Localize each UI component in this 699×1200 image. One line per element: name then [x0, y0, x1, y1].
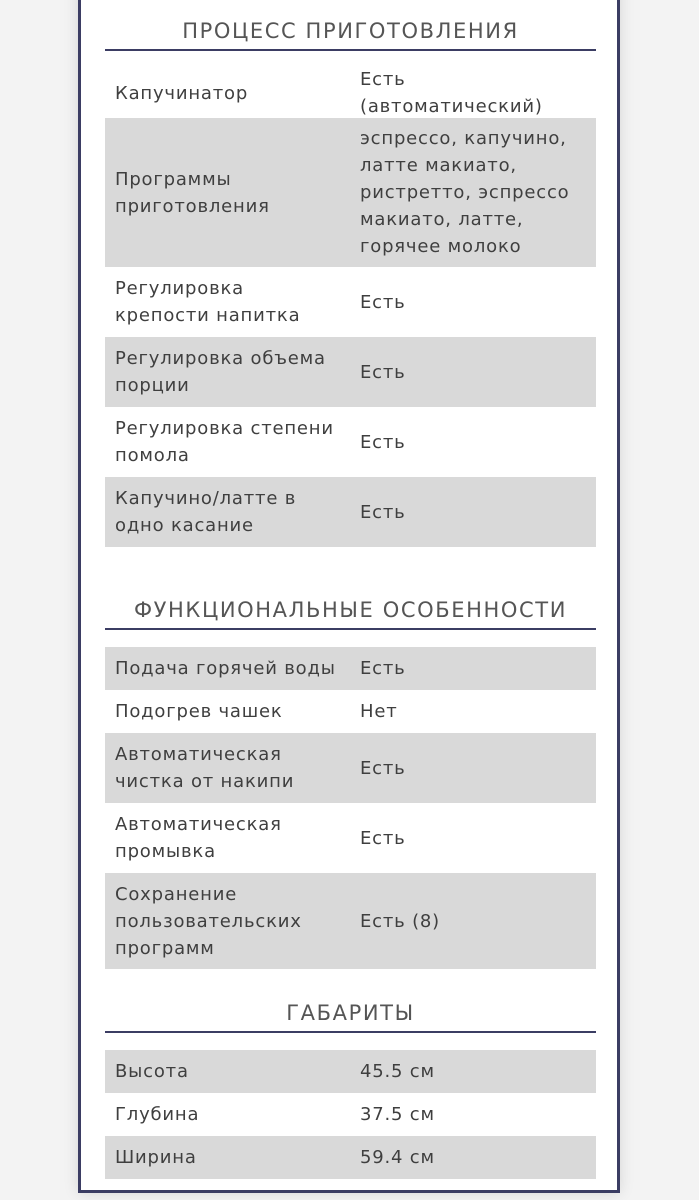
spec-row — [105, 873, 596, 969]
spec-label: Программы приготовления — [115, 168, 270, 217]
spec-label: Автоматическая промывка — [115, 814, 282, 862]
section-title-preparation: ПРОЦЕСС ПРИГОТОВЛЕНИЯ — [182, 19, 519, 43]
spec-row — [105, 118, 596, 267]
spec-label: Автоматическая чистка от накипи — [115, 744, 295, 792]
section-divider — [105, 49, 596, 51]
spec-value: Есть — [360, 501, 406, 523]
spec-row — [105, 267, 596, 337]
spec-sheet — [78, 0, 620, 1193]
spec-value: Есть — [360, 827, 406, 849]
section-title-dimensions: ГАБАРИТЫ — [286, 1001, 415, 1025]
spec-value: Есть — [360, 658, 406, 679]
spec-label: Подогрев чашек — [115, 701, 283, 722]
spec-row — [105, 477, 596, 547]
section-title-features: ФУНКЦИОНАЛЬНЫЕ ОСОБЕННОСТИ — [133, 598, 568, 622]
spec-label: Подача горячей воды — [115, 658, 336, 679]
spec-row — [105, 1050, 596, 1093]
spec-label: Капучино/латте в одно касание — [115, 488, 297, 536]
spec-row — [105, 337, 596, 407]
spec-row — [105, 803, 596, 873]
spec-table-dimensions — [105, 1050, 596, 1179]
spec-value: 59.4 см — [360, 1147, 435, 1168]
section-divider — [105, 1031, 596, 1033]
spec-row — [105, 690, 596, 733]
spec-value: Есть (автоматический) — [360, 69, 543, 117]
spec-table-preparation — [105, 68, 596, 547]
spec-value: Есть — [360, 291, 406, 313]
spec-value: 37.5 см — [360, 1104, 435, 1125]
spec-row — [105, 68, 596, 118]
spec-value: эспрессо, капучино, латте макиато, ристретто, эспрессо макиато, латте, горячее молоко — [360, 128, 570, 257]
spec-label: Высота — [115, 1061, 189, 1082]
spec-row — [105, 407, 596, 477]
spec-table-features — [105, 647, 596, 969]
spec-row — [105, 1093, 596, 1136]
spec-label: Капучинатор — [115, 82, 249, 104]
spec-row — [105, 733, 596, 803]
spec-row — [105, 647, 596, 690]
section-divider — [105, 628, 596, 630]
spec-label: Сохранение пользовательских программ — [115, 883, 302, 959]
spec-value: Есть — [360, 757, 406, 779]
spec-value: Есть — [360, 431, 406, 453]
spec-value: 45.5 см — [360, 1061, 435, 1082]
spec-value: Есть — [360, 361, 406, 383]
spec-label: Регулировка степени помола — [115, 418, 334, 466]
spec-value: Нет — [360, 701, 398, 722]
spec-value: Есть (8) — [360, 910, 440, 932]
spec-row — [105, 1136, 596, 1179]
spec-label: Регулировка объема порции — [115, 348, 326, 396]
spec-label: Регулировка крепости напитка — [115, 278, 301, 326]
spec-label: Глубина — [115, 1104, 200, 1125]
spec-label: Ширина — [115, 1147, 197, 1168]
